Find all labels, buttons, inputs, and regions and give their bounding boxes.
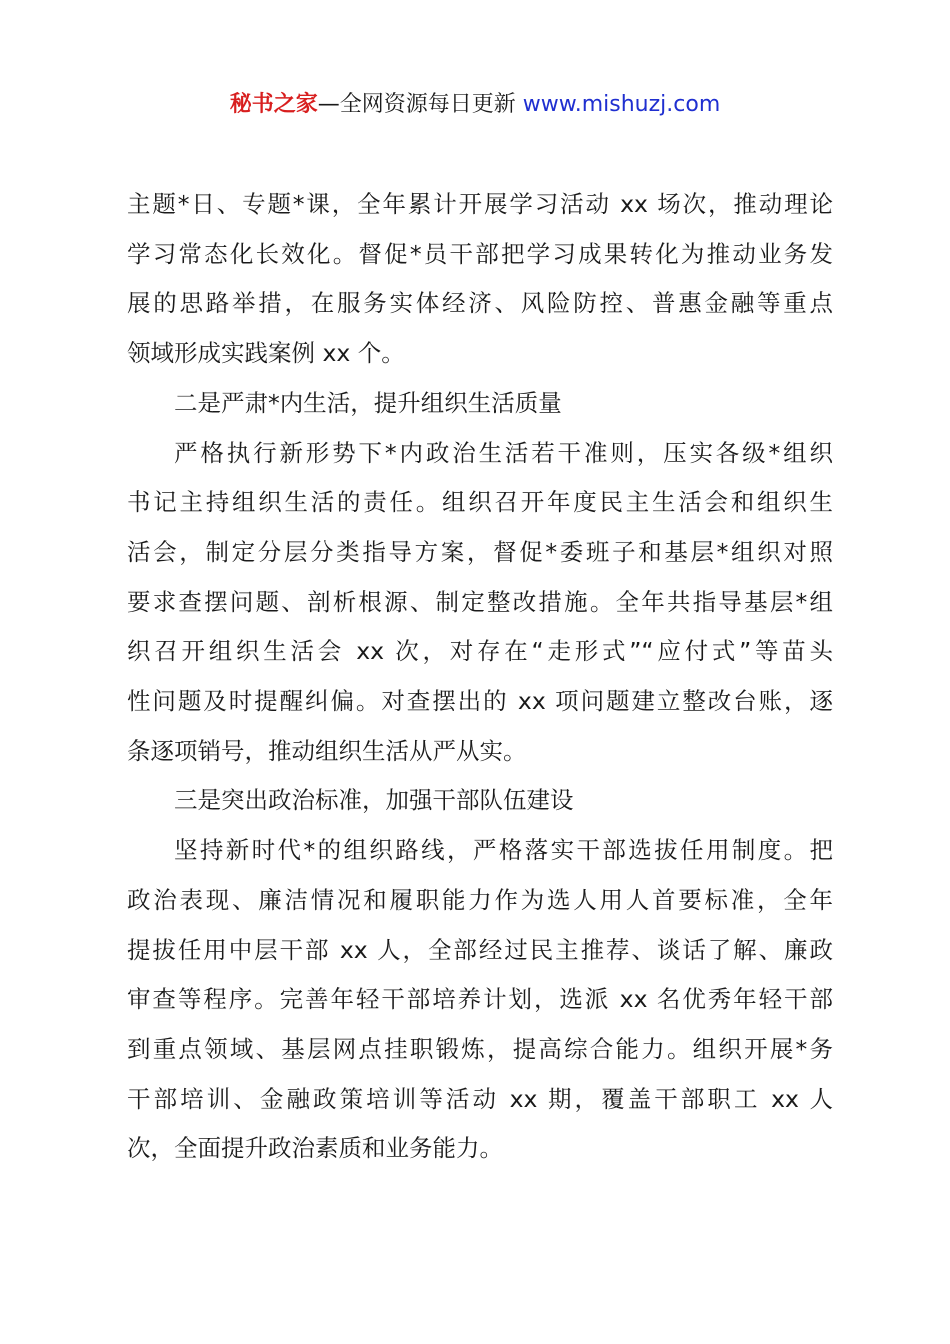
paragraph <box>127 826 833 1174</box>
section-heading <box>127 379 833 429</box>
text-line: 学习常态化长效化。督促*员干部把学习成果转化为推动业务发 <box>127 239 833 268</box>
text-line: 要求查摆问题、剖析根源、制定整改措施。全年共指导基层*组 <box>127 587 833 616</box>
paragraph <box>127 180 833 379</box>
text-line: 主题*日、专题*课，全年累计开展学习活动 xx 场次，推动理论 <box>127 190 833 218</box>
text-line: 性问题及时提醒纠偏。对查摆出的 xx 项问题建立整改台账，逐 <box>127 687 833 716</box>
text-line: 条逐项销号，推动组织生活从严从实。 <box>127 736 527 765</box>
text-line: 书记主持组织生活的责任。组织召开年度民主生活会和组织生 <box>127 488 833 517</box>
paragraph <box>127 429 833 777</box>
site-url-link[interactable]: www.mishuzj.com <box>522 92 721 117</box>
site-brand: 秘书之家 <box>229 92 318 117</box>
text-line: 干部培训、金融政策培训等活动 xx 期，覆盖干部职工 xx 人 <box>127 1084 833 1113</box>
site-header <box>0 88 950 122</box>
text-line: 次，全面提升政治素质和业务能力。 <box>127 1134 503 1163</box>
text-line: 三是突出政治标准，加强干部队伍建设 <box>174 786 574 815</box>
text-line: 展的思路举措，在服务实体经济、风险防控、普惠金融等重点 <box>127 289 833 318</box>
text-line: 活会，制定分层分类指导方案，督促*委班子和基层*组织对照 <box>127 537 833 566</box>
text-line: 提拔任用中层干部 xx 人，全部经过民主推荐、谈话了解、廉政 <box>127 935 833 964</box>
site-tagline: —全网资源每日更新 <box>317 92 523 117</box>
text-line: 织召开组织生活会 xx 次，对存在“走形式”“应付式”等苗头 <box>127 637 833 666</box>
text-line: 严格执行新形势下*内政治生活若干准则，压实各级*组织 <box>174 438 833 467</box>
text-line: 到重点领域、基层网点挂职锻炼，提高综合能力。组织开展*务 <box>127 1034 833 1063</box>
section-heading <box>127 776 833 826</box>
text-line: 二是严肃*内生活，提升组织生活质量 <box>174 388 562 417</box>
text-line: 坚持新时代*的组织路线，严格落实干部选拔任用制度。把 <box>174 836 833 865</box>
text-line: 审查等程序。完善年轻干部培养计划，选派 xx 名优秀年轻干部 <box>127 985 833 1014</box>
text-line: 政治表现、廉洁情况和履职能力作为选人用人首要标准，全年 <box>127 885 833 914</box>
text-line: 领域形成实践案例 xx 个。 <box>127 339 405 368</box>
document-body <box>127 180 833 1174</box>
